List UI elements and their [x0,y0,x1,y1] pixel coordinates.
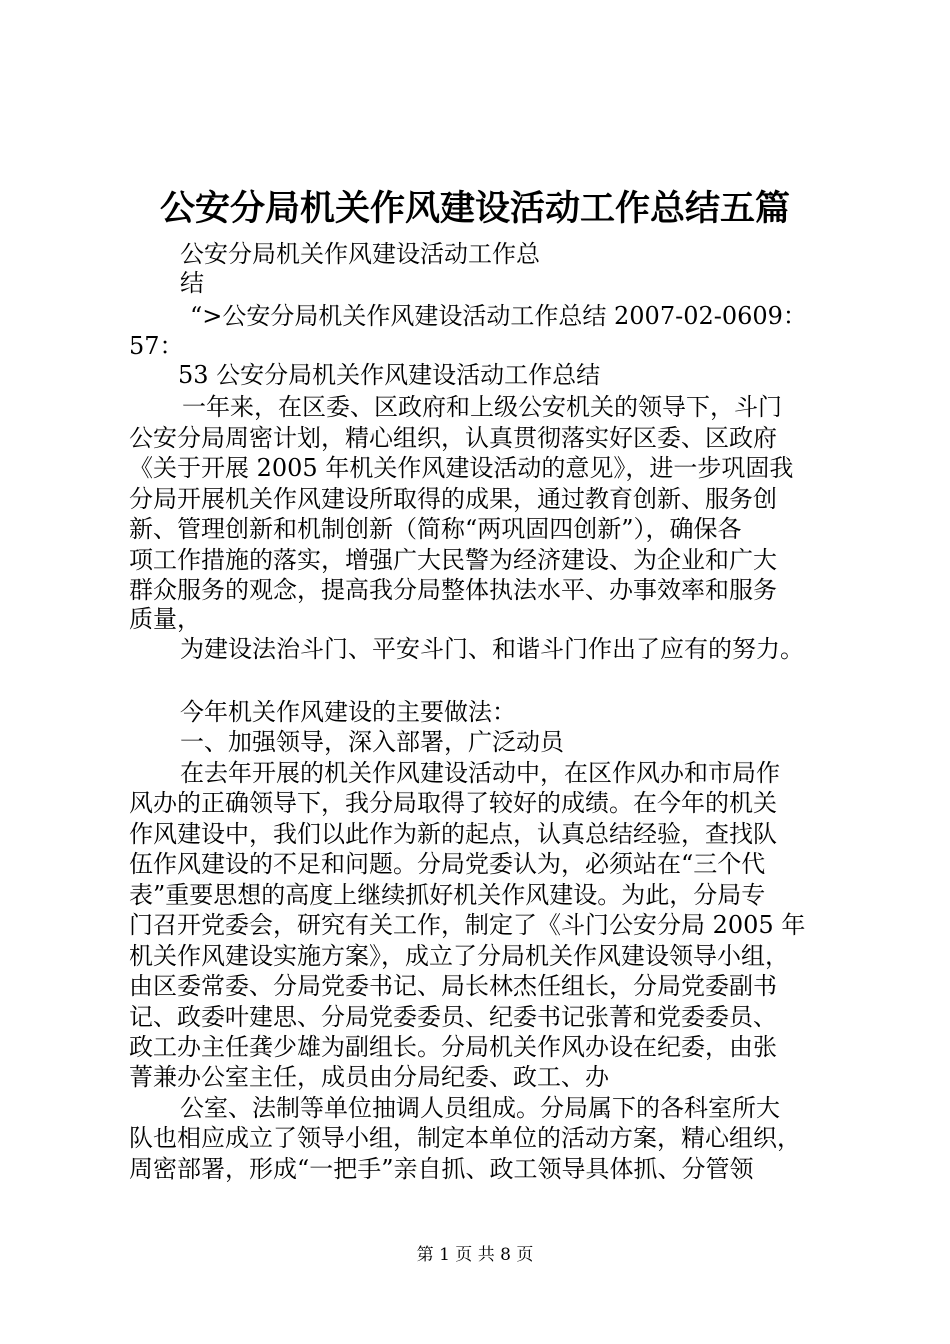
text-line: 作风建设中，我们以此作为新的起点，认真总结经验，查找队 [129,820,777,848]
text-line: 机关作风建设实施方案》，成立了分局机关作风建设领导小组， [129,942,789,970]
text-line: 为建设法治斗门、平安斗门、和谐斗门作出了应有的努力。 [180,635,804,663]
text-line: 新、管理创新和机制创新（简称“两巩固四创新”），确保各 [129,515,742,543]
text-line: 队也相应成立了领导小组，制定本单位的活动方案，精心组织， [129,1124,801,1152]
text-line: 政工办主任龚少雄为副组长。分局机关作风办设在纪委，由张 [129,1033,777,1061]
text-line: 伍作风建设的不足和问题。分局党委认为，必须站在“三个代 [129,850,766,878]
text-line: 门召开党委会，研究有关工作，制定了《斗门公安分局 2005 年 [129,911,806,939]
text-line: 质量， [129,605,201,633]
text-line: 结 [180,269,204,297]
text-line: 分局开展机关作风建设所取得的成果，通过教育创新、服务创 [129,485,777,513]
text-line: 风办的正确领导下，我分局取得了较好的成绩。在今年的机关 [129,789,777,817]
text-line: 周密部署，形成“一把手”亲自抓、政工领导具体抓、分管领 [129,1155,754,1183]
document-title: 公安分局机关作风建设活动工作总结五篇 [159,188,790,229]
text-line: 菁兼办公室主任，成员由分局纪委、政工、办 [129,1063,609,1091]
page-footer: 第 1 页 共 8 页 [416,1245,534,1265]
text-line: 群众服务的观念，提高我分局整体执法水平、办事效率和服务 [129,576,777,604]
text-line: 公安分局周密计划，精心组织，认真贯彻落实好区委、区政府 [129,424,777,452]
text-line: 项工作措施的落实，增强广大民警为经济建设、为企业和广大 [129,546,777,574]
text-line: 记、政委叶建思、分局党委委员、纪委书记张菁和党委委员、 [129,1003,777,1031]
text-line: 公安分局机关作风建设活动工作总 [180,240,540,268]
text-line: 一年来，在区委、区政府和上级公安机关的领导下，斗门 [182,393,782,421]
text-line: 公室、法制等单位抽调人员组成。分局属下的各科室所大 [180,1094,780,1122]
text-line: 《关于开展 2005 年机关作风建设活动的意见》，进一步巩固我 [129,454,794,482]
text-line: 在去年开展的机关作风建设活动中，在区作风办和市局作 [180,759,780,787]
text-line: 表”重要思想的高度上继续抓好机关作风建设。为此，分局专 [129,881,766,909]
text-line: 57： [129,332,184,360]
text-line: “>公安分局机关作风建设活动工作总结 2007-02-0609： [190,302,807,330]
text-line: 今年机关作风建设的主要做法： [180,698,516,726]
text-line: 53 公安分局机关作风建设活动工作总结 [178,361,601,389]
text-line: 由区委常委、分局党委书记、局长林杰任组长，分局党委副书 [129,972,777,1000]
section-heading: 一、加强领导，深入部署，广泛动员 [180,728,564,756]
